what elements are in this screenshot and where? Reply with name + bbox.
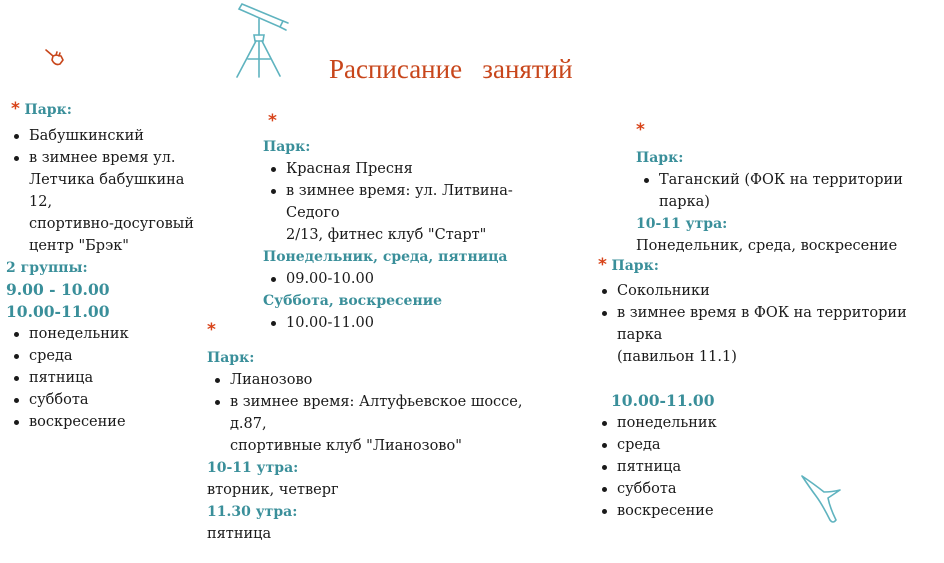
park-list [594, 280, 934, 368]
pointing-hand-icon [43, 44, 65, 68]
list-item: Лианозово [207, 369, 547, 391]
list-item [594, 302, 934, 368]
park-label: Парк: [636, 150, 684, 166]
days-label: Суббота, воскресение [263, 293, 442, 309]
park-list [636, 169, 936, 213]
time-label: 10-11 утра: [207, 460, 299, 476]
list-item-text: в зимнее время: Алтуфьевское шоссе, д.87, [230, 394, 523, 432]
list-item-text: спортивные клуб "Лианозово" [230, 438, 462, 454]
list-item-text: в зимнее время в ФОК на территории парка [617, 305, 907, 343]
list-item [263, 180, 563, 246]
page-title: Расписание занятий [329, 54, 573, 84]
days-label: Понедельник, среда, пятница [263, 249, 508, 265]
park-list [207, 369, 547, 457]
time-label: 9.00 - 10.00 [6, 280, 110, 299]
days-text: Понедельник, среда, воскресение [636, 238, 898, 254]
time-label: 10.00-11.00 [611, 391, 715, 410]
list-item: понедельник [594, 412, 934, 434]
telescope-icon [232, 3, 290, 79]
list-item: воскресение [594, 500, 934, 522]
days-text: пятница [207, 526, 272, 542]
list-item-text: спортивно-досуговый [29, 216, 194, 232]
list-item-text: (павильон 11.1) [617, 349, 737, 365]
list-item: пятница [6, 367, 201, 389]
star-marker: * [11, 99, 20, 119]
star-marker: * [598, 255, 607, 275]
list-item [6, 147, 201, 257]
time-label: 11.30 утра: [207, 504, 298, 520]
list-item: суббота [594, 478, 934, 500]
list-item-text: Летчика бабушкина 12, [29, 172, 185, 210]
schedule-block-lianozovo [207, 321, 547, 545]
list-item: пятница [594, 456, 934, 478]
days-text: вторник, четверг [207, 482, 339, 498]
time-list [263, 268, 563, 290]
time-label: 10-11 утра: [636, 216, 728, 232]
groups-label: 2 группы: [6, 260, 88, 276]
park-label: Парк: [24, 102, 72, 118]
schedule-block-krasnaya-presnya [263, 112, 563, 334]
park-list [263, 158, 563, 246]
star-marker: * [268, 111, 277, 131]
list-item: Красная Пресня [263, 158, 563, 180]
list-item-text: в зимнее время ул. [29, 150, 176, 166]
park-list [6, 125, 201, 257]
list-item: суббота [6, 389, 201, 411]
schedule-block-babushkinsky [6, 99, 201, 433]
list-item: среда [594, 434, 934, 456]
list-item: Таганский (ФОК на территории парка) [636, 169, 936, 213]
list-item-text: центр "Брэк" [29, 238, 129, 254]
park-label: Парк: [611, 258, 659, 274]
list-item: воскресение [6, 411, 201, 433]
list-item: среда [6, 345, 201, 367]
days-list [594, 412, 934, 522]
time-label: 10.00-11.00 [6, 302, 110, 321]
list-item: Сокольники [594, 280, 934, 302]
list-item: понедельник [6, 323, 201, 345]
list-item: Бабушкинский [6, 125, 201, 147]
schedule-block-tagansky [636, 121, 936, 257]
park-label: Парк: [263, 139, 311, 155]
list-item [207, 391, 547, 457]
days-list [6, 323, 201, 433]
star-marker: * [636, 120, 645, 140]
star-marker: * [207, 320, 216, 340]
list-item: 09.00-10.00 [263, 268, 563, 290]
schedule-block-sokolniki [594, 255, 934, 522]
list-item: 10.00-11.00 [263, 312, 563, 334]
list-item-text: в зимнее время: ул. Литвина-Седого [286, 183, 513, 221]
park-label: Парк: [207, 350, 255, 366]
list-item-text: 2/13, фитнес клуб "Старт" [286, 227, 487, 243]
